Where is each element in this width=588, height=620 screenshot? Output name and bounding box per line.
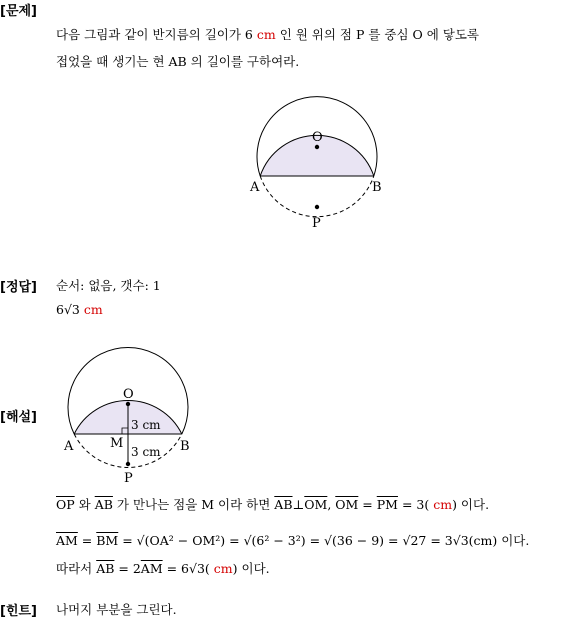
om-length-label: 3 cm: [131, 418, 161, 432]
problem-tag: [문제]: [0, 4, 37, 19]
sol-point-m-label: M: [110, 436, 124, 451]
solution-line-3: 따라서 $\overline{AB} = 2\overline{AM} = 6√3$( cm) 이다.: [56, 561, 270, 576]
answer-value: 6√3 cm: [56, 302, 103, 317]
sol-point-a-label: A: [64, 439, 74, 454]
sol-point-b-label: B: [180, 439, 190, 454]
answer-meta: 순서: 없음, 갯수: 1: [56, 278, 161, 293]
mp-length-label: 3 cm: [131, 445, 161, 459]
hint-text: 나머지 부분을 그린다.: [56, 602, 177, 617]
problem-line-2: 접었을 때 생기는 현 AB 의 길이를 구하여라.: [56, 54, 300, 69]
sol-point-o-label: O: [123, 387, 134, 402]
point-p-label: P: [312, 216, 321, 231]
point-b-label: B: [372, 180, 382, 195]
point-o-label: O: [312, 130, 323, 145]
answer-tag: [정답]: [0, 280, 37, 295]
hint-tag: [힌트]: [0, 604, 37, 619]
sol-point-p-label: P: [124, 471, 133, 486]
point-a-label: A: [250, 180, 260, 195]
solution-tag: [해설]: [0, 410, 37, 425]
problem-line-1: 다음 그림과 같이 반지름의 길이가 6 cm 인 원 위의 점 P 를 중심 O 에 닿도록: [56, 27, 480, 42]
problem-figure: [252, 88, 392, 238]
solution-line-2: $\overline{AM} = \overline{BM} = √(OA^2 - OM^2) = √(6^2 - 3^2) = √(36 - 9) = √27 = 3√3(cm)$ 이다.: [56, 533, 530, 548]
solution-figure: [60, 340, 200, 490]
solution-line-1: $\overline{OP}$ 와 $\overline{AB}$ 가 만나는 점을 M 이라 하면 $\overline{AB}\perp\overline{OM}$, $\overline{OM} = \overline{PM} = 3$( cm) 이다.: [56, 497, 490, 512]
